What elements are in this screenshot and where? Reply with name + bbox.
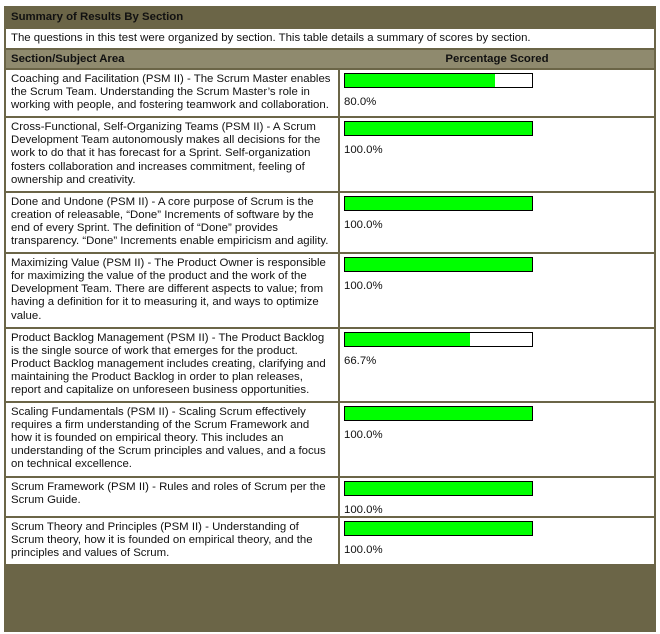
- table-row: [6, 193, 654, 252]
- percentage-bar-fill: [345, 197, 532, 210]
- section-score: [340, 518, 654, 564]
- section-score: [340, 403, 654, 475]
- percentage-bar-fill: [345, 482, 532, 495]
- section-score: [340, 329, 654, 401]
- section-description: Scaling Fundamentals (PSM II) - Scaling Scrum effectively requires a firm understanding of the Scrum Framework and how it is founded on empirical theory. This includes an understanding of the Scrum principles and values, and a focus on technical excellence.: [6, 403, 340, 475]
- percentage-bar-fill: [345, 522, 532, 535]
- section-description: Done and Undone (PSM II) - A core purpose of Scrum is the creation of releasable, “Done” Increments of software by the end of every Sprint. The definition of “Done” provides transparency. “Done” Increments enable empiricism and agility.: [6, 193, 340, 252]
- percentage-label: 80.0%: [344, 96, 377, 108]
- section-score: [340, 193, 654, 252]
- percentage-bar-fill: [345, 74, 495, 87]
- section-description: Maximizing Value (PSM II) - The Product Owner is responsible for maximizing the value of the product and the work of the Development Team. There are different aspects to value; from having a definition for it to measuring it, and ways to optimize value.: [6, 254, 340, 326]
- percentage-bar: [344, 196, 533, 211]
- percentage-bar: [344, 257, 533, 272]
- section-score: [340, 118, 654, 190]
- table-row: [6, 403, 654, 475]
- percentage-label: 66.7%: [344, 354, 377, 367]
- section-score: [340, 478, 654, 516]
- section-score: [340, 70, 654, 116]
- panel-title: Summary of Results By Section: [6, 8, 654, 29]
- percentage-bar: [344, 73, 533, 88]
- percentage-label: 100.0%: [344, 218, 383, 231]
- table-row: [6, 254, 654, 326]
- section-description: Cross-Functional, Self-Organizing Teams (PSM II) - A Scrum Development Team autonomously makes all decisions for the work to do that it has forecast for a Sprint. Self-organization fosters collaboration and increases commitment, feeling of ownership and creativity.: [6, 118, 340, 190]
- percentage-bar: [344, 406, 533, 421]
- results-summary-panel: [4, 6, 656, 632]
- section-description: Scrum Framework (PSM II) - Rules and roles of Scrum per the Scrum Guide.: [6, 478, 340, 516]
- table-row: [6, 329, 654, 401]
- section-description: Scrum Theory and Principles (PSM II) - Understanding of Scrum theory, how it is founded on empirical theory, and the principles and values of Scrum.: [6, 518, 340, 564]
- section-description: Product Backlog Management (PSM II) - The Product Backlog is the single source of work that emerges for the product. Product Backlog management includes creating, clarifying and maintaining the Product Backlog in order to plan releases, report and capitalize on unforeseen business opportunities.: [6, 329, 340, 401]
- percentage-label: 100.0%: [344, 503, 383, 516]
- section-description: Coaching and Facilitation (PSM II) - The Scrum Master enables the Scrum Team. Understanding the Scrum Master’s role in working with people, and fostering teamwork and collaboration.: [6, 70, 340, 116]
- column-header-section: Section/Subject Area: [6, 50, 340, 68]
- percentage-bar: [344, 121, 533, 136]
- table-row: [6, 118, 654, 190]
- percentage-label: 100.0%: [344, 280, 383, 293]
- panel-intro: The questions in this test were organized by section. This table details a summary of scores by section.: [6, 29, 654, 48]
- percentage-bar: [344, 332, 533, 347]
- results-table: [6, 48, 654, 566]
- table-row: [6, 518, 654, 564]
- percentage-label: 100.0%: [344, 144, 383, 157]
- percentage-bar: [344, 521, 533, 536]
- table-header-row: [6, 50, 654, 68]
- results-table-body: [6, 70, 654, 564]
- table-row: [6, 70, 654, 116]
- percentage-bar-fill: [345, 258, 532, 271]
- percentage-bar: [344, 481, 533, 496]
- percentage-bar-fill: [345, 407, 532, 420]
- percentage-label: 100.0%: [344, 429, 383, 442]
- section-score: [340, 254, 654, 326]
- column-header-percentage: Percentage Scored: [340, 50, 654, 68]
- percentage-label: 100.0%: [344, 543, 383, 556]
- percentage-bar-fill: [345, 333, 470, 346]
- table-row: [6, 478, 654, 516]
- percentage-bar-fill: [345, 122, 532, 135]
